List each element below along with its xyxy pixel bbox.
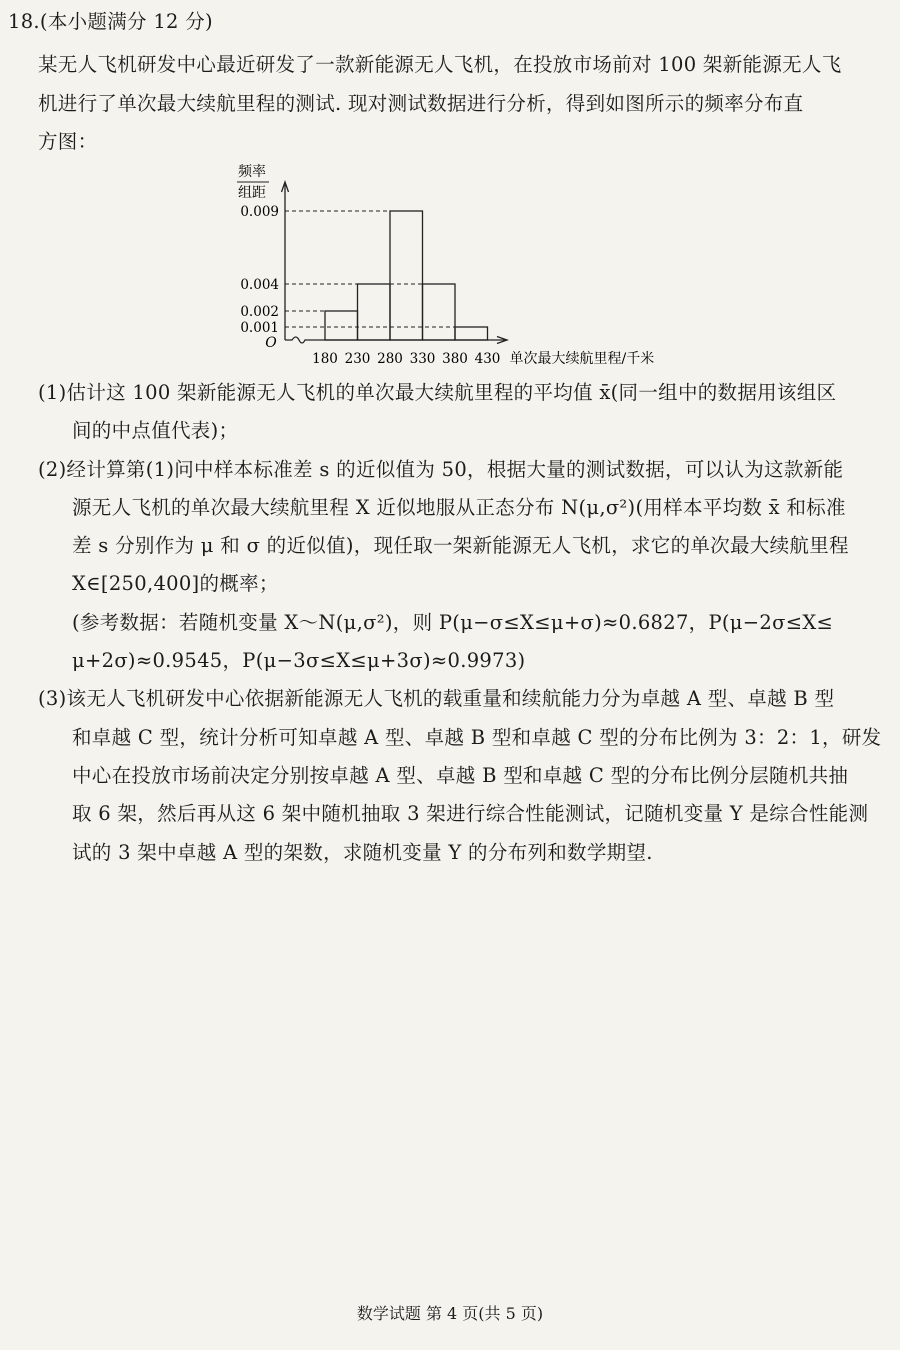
part1-line: (1)估计这 100 架新能源无人飞机的单次最大续航里程的平均值 x̄(同一组中的数据用该组区 (38, 381, 837, 404)
part3-line: 试的 3 架中卓越 A 型的架数，求随机变量 Y 的分布列和数学期望. (72, 841, 653, 864)
part3-line: (3)该无人飞机研发中心依据新能源无人飞机的载重量和续航能力分为卓越 A 型、卓越 B 型 (38, 687, 835, 710)
part2-line: (2)经计算第(1)问中样本标准差 s 的近似值为 50，根据大量的测试数据，可以认为这款新能 (38, 458, 844, 481)
intro-line: 机进行了单次最大续航里程的测试. 现对测试数据进行分析，得到如图所示的频率分布直 (38, 92, 804, 115)
question-header: (本小题满分 12 分) (39, 10, 213, 33)
part2-line: 差 s 分别作为 μ 和 σ 的近似值)，现任取一架新能源无人飞机，求它的单次最大续航里程 (72, 534, 849, 557)
histogram-bar (423, 284, 456, 340)
part3-line: 取 6 架，然后再从这 6 架中随机抽取 3 架进行综合性能测试，记随机变量 Y 是综合性能测 (72, 802, 869, 825)
intro-line: 方图： (38, 130, 98, 153)
x-axis-label: 单次最大续航里程/千米 (509, 351, 655, 367)
histogram-bar (390, 211, 423, 340)
page-footer: 数学试题 第 4 页(共 5 页) (356, 1304, 544, 1323)
part2-reference-line: (参考数据：若随机变量 X～N(μ,σ²)，则 P(μ−σ≤X≤μ+σ)≈0.6827，P(μ−2σ≤X≤ (72, 611, 834, 634)
origin-label: O (265, 335, 277, 351)
intro-line: 某无人飞机研发中心最近研发了一款新能源无人飞机，在投放市场前对 100 架新能源无人飞 (38, 53, 842, 76)
part2-line: 源无人飞机的单次最大续航里程 X 近似地服从正态分布 N(μ,σ²)(用样本平均数 x̄ 和标准 (72, 496, 846, 519)
part3-line: 和卓越 C 型，统计分析可知卓越 A 型、卓越 B 型和卓越 C 型的分布比例为 3：2：1，研发 (72, 726, 882, 749)
question-number (8, 8, 213, 36)
histogram-bar (358, 284, 391, 340)
y-tick-label: 0.001 (240, 320, 279, 336)
x-tick-label: 430 (474, 351, 501, 367)
part2-reference-line: μ+2σ)≈0.9545，P(μ−3σ≤X≤μ+3σ)≈0.9973) (72, 649, 526, 672)
question-number-text: 18. (8, 10, 40, 33)
histogram-chart (230, 158, 700, 368)
x-tick-label: 330 (409, 351, 436, 367)
x-tick-label: 180 (312, 351, 338, 367)
y-tick-label: 0.004 (240, 277, 279, 293)
y-tick-label: 0.002 (240, 304, 279, 320)
part3-line: 中心在投放市场前决定分别按卓越 A 型、卓越 B 型和卓越 C 型的分布比例分层随机共抽 (72, 764, 849, 787)
x-tick-label: 230 (344, 351, 371, 367)
y-axis-label-top: 频率 (238, 164, 266, 180)
histogram-bar (455, 327, 488, 340)
y-tick-label: 0.009 (240, 204, 279, 220)
y-axis-label-bottom: 组距 (238, 185, 266, 201)
part1-line: 间的中点值代表)； (72, 419, 239, 442)
x-tick-label: 380 (442, 351, 468, 367)
histogram-bar (325, 311, 358, 340)
part2-line: X∈[250,400]的概率； (72, 572, 279, 595)
x-tick-label: 280 (377, 351, 403, 367)
